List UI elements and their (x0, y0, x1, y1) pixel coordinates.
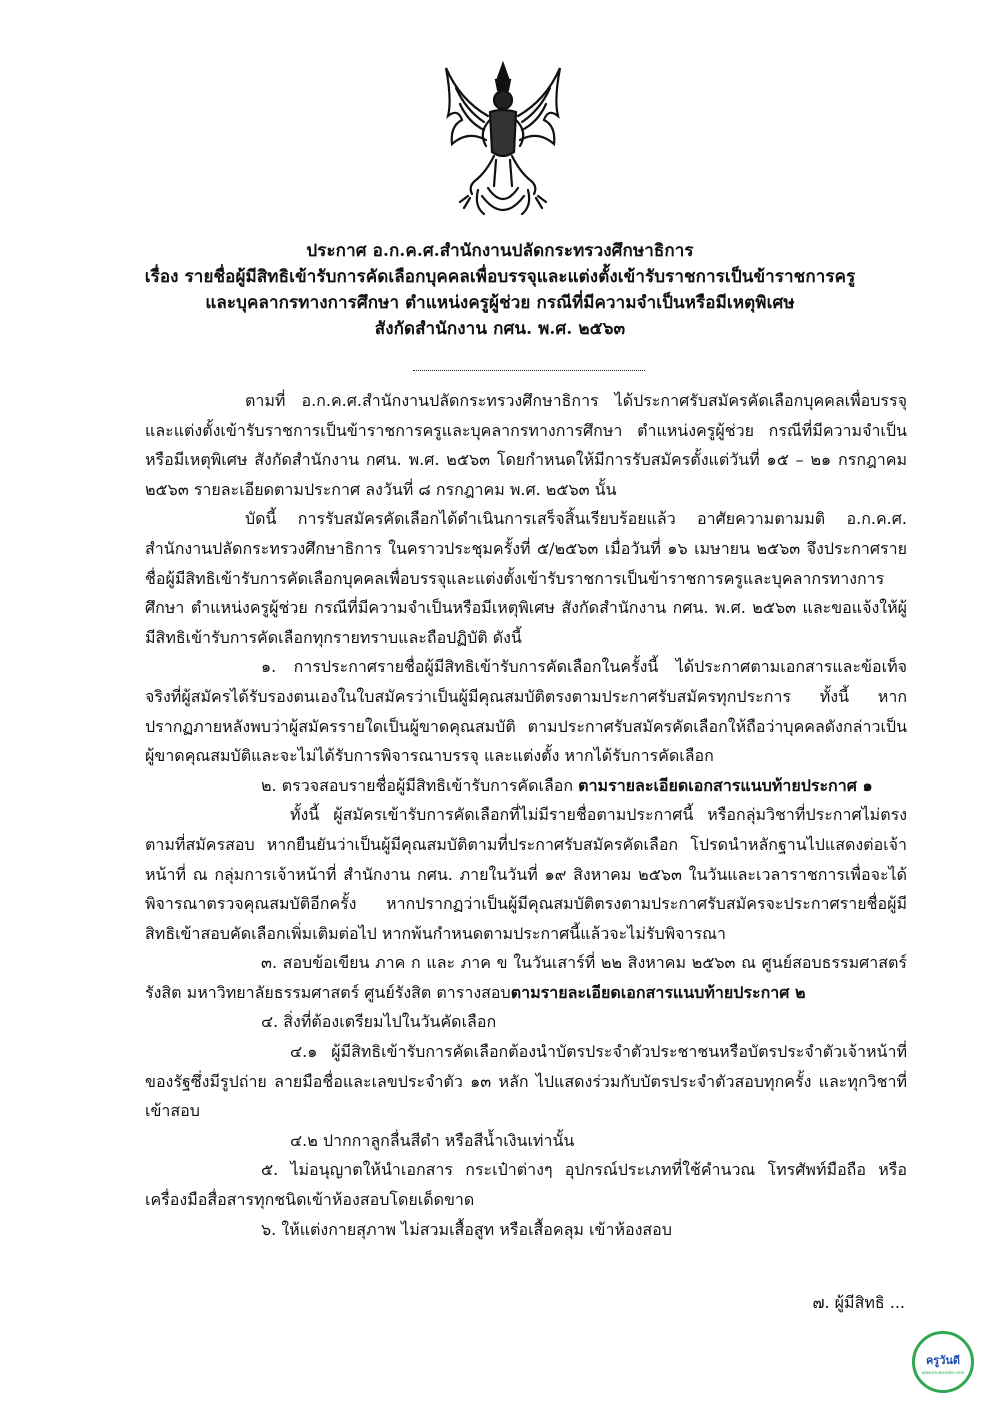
item-6: ๖. ให้แต่งกายสุภาพ ไม่สวมเสื้อสูท หรือเสื้อคลุม เข้าห้องสอบ (261, 1219, 672, 1239)
item-3 (145, 948, 907, 1007)
garuda-emblem-icon (438, 60, 568, 225)
kruwandee-logo (912, 1331, 974, 1393)
item-3-text: ๓. สอบข้อเขียน ภาค ก และ ภาค ข ในวันเสาร์ที่ ๒๒ สิงหาคม ๒๕๖๓ ณ ศูนย์สอบธรรมศาสตร์รังสิต มหาวิทยาลัยธรรมศาสตร์ ศูนย์รังสิต ตารางสอบ (145, 953, 907, 1002)
logo-url: www.kruwandee.com (921, 1370, 965, 1375)
announcement-body (145, 386, 907, 1244)
heading-line-1: ประกาศ อ.ก.ค.ศ.สำนักงานปลัดกระทรวงศึกษาธิการ (306, 241, 694, 261)
kruwandee-logo-icon (915, 1334, 971, 1390)
item-1: ๑. การประกาศรายชื่อผู้มีสิทธิเข้ารับการคัดเลือกในครั้งนี้ ได้ประกาศตามเอกสารและข้อเท็จจริงที่ผู้สมัครได้รับรองตนเองในใบสมัครว่าเป็นผู้มีคุณสมบัติตรงตามประกาศรับสมัครทุกประการ ทั้งนี้ หากปรากฏภายหลังพบว่าผู้สมัครรายใดเป็นผู้ขาดคุณสมบัติ ตามประกาศรับสมัครคัดเลือกให้ถือว่าบุคคลดังกล่าวเป็นผู้ขาดคุณสมบัติและจะไม่ได้รับการพิจารณาบรรจุ และแต่งตั้ง หากได้รับการคัดเลือก (145, 657, 907, 766)
item-2 (145, 771, 907, 801)
dotted-divider (413, 370, 645, 371)
paragraph-1: ตามที่ อ.ก.ค.ศ.สำนักงานปลัดกระทรวงศึกษาธิการ ได้ประกาศรับสมัครคัดเลือกบุคคลเพื่อบรรจุและแต่งตั้งเข้ารับราชการเป็นข้าราชการครูและบุคลากรทางการศึกษา ตำแหน่งครูผู้ช่วย กรณีที่มีความจำเป็นหรือมีเหตุพิเศษ สังกัดสำนักงาน กศน. พ.ศ. ๒๕๖๓ โดยกำหนดให้มีการรับสมัครตั้งแต่วันที่ ๑๕ – ๒๑ กรกฎาคม ๒๕๖๓ รายละเอียดตามประกาศ ลงวันที่ ๘ กรกฎาคม พ.ศ. ๒๕๖๓ นั้น (145, 391, 907, 499)
announcement-heading (0, 238, 1000, 342)
item-2-text: ๒. ตรวจสอบรายชื่อผู้มีสิทธิเข้ารับการคัดเลือก (261, 775, 579, 795)
item-2-bold-text: ตามรายละเอียดเอกสารแนบท้ายประกาศ ๑ (578, 775, 873, 795)
logo-text: ครูวันดี (925, 1354, 961, 1367)
heading-line-3: และบุคลากรทางการศึกษา ตำแหน่งครูผู้ช่วย กรณีที่มีความจำเป็นหรือมีเหตุพิเศษ (205, 293, 795, 313)
item-5: ๕. ไม่อนุญาตให้นำเอกสาร กระเป๋าต่างๆ อุปกรณ์ประเภทที่ใช้คำนวณ โทรศัพท์มือถือ หรือเครื่องมือสื่อสารทุกชนิดเข้าห้องสอบโดยเด็ดขาด (145, 1160, 907, 1210)
heading-line-4: สังกัดสำนักงาน กศน. พ.ศ. ๒๕๖๓ (374, 319, 626, 339)
paragraph-2: บัดนี้ การรับสมัครคัดเลือกได้ดำเนินการเสร็จสิ้นเรียบร้อยแล้ว อาศัยความตามมติ อ.ก.ค.ศ. สำนักงานปลัดกระทรวงศึกษาธิการ ในคราวประชุมครั้งที่ ๕/๒๕๖๓ เมื่อวันที่ ๑๖ เมษายน ๒๕๖๓ จึงประกาศรายชื่อผู้มีสิทธิเข้ารับการคัดเลือกบุคคลเพื่อบรรจุและแต่งตั้งเข้ารับราชการเป็นข้าราชการครูและบุคลากรทางการศึกษา ตำแหน่งครูผู้ช่วย กรณีที่มีความจำเป็นหรือมีเหตุพิเศษ สังกัดสำนักงาน กศน. พ.ศ. ๒๕๖๓ และขอแจ้งให้ผู้มีสิทธิเข้ารับการคัดเลือกทุกรายทราบและถือปฏิบัติ ดังนี้ (145, 509, 907, 647)
heading-line-2: เรื่อง รายชื่อผู้มีสิทธิเข้ารับการคัดเลือกบุคคลเพื่อบรรจุและแต่งตั้งเข้ารับราชการเป็นข้าราชการครู (144, 267, 856, 287)
item-4: ๔. สิ่งที่ต้องเตรียมไปในวันคัดเลือก (261, 1012, 497, 1032)
continuation-text: ๗. ผู้มีสิทธิ ... (812, 1293, 905, 1312)
item-2-detail: ทั้งนี้ ผู้สมัครเข้ารับการคัดเลือกที่ไม่มีรายชื่อตามประกาศนี้ หรือกลุ่มวิชาที่ประกาศไม่ตรงตามที่สมัครสอบ หากยืนยันว่าเป็นผู้มีคุณสมบัติตามที่ประกาศรับสมัครคัดเลือก โปรดนำหลักฐานไปแสดงต่อเจ้าหน้าที่ ณ กลุ่มการเจ้าหน้าที่ สำนักงาน กศน. ภายในวันที่ ๑๙ สิงหาคม ๒๕๖๓ ในวันและเวลาราชการเพื่อจะได้พิจารณาตรวจคุณสมบัติอีกครั้ง หากปรากฏว่าเป็นผู้มีคุณสมบัติตรงตามประกาศรับสมัครจะประกาศรายชื่อผู้มีสิทธิเข้าสอบคัดเลือกเพิ่มเติมต่อไป หากพ้นกำหนดตามประกาศนี้แล้วจะไม่รับพิจารณา (145, 805, 907, 943)
item-4-2: ๔.๒ ปากกาลูกลื่นสีดำ หรือสีน้ำเงินเท่านั้น (290, 1130, 575, 1150)
item-4-1: ๔.๑ ผู้มีสิทธิเข้ารับการคัดเลือกต้องนำบัตรประจำตัวประชาชนหรือบัตรประจำตัวเจ้าหน้าที่ของรัฐซึ่งมีรูปถ่าย ลายมือชื่อและเลขประจำตัว ๑๓ หลัก ไปแสดงร่วมกับบัตรประจำตัวสอบทุกครั้ง และทุกวิชาที่เข้าสอบ (145, 1042, 907, 1121)
item-3-bold-text: ตามรายละเอียดเอกสารแนบท้ายประกาศ ๒ (510, 982, 806, 1002)
